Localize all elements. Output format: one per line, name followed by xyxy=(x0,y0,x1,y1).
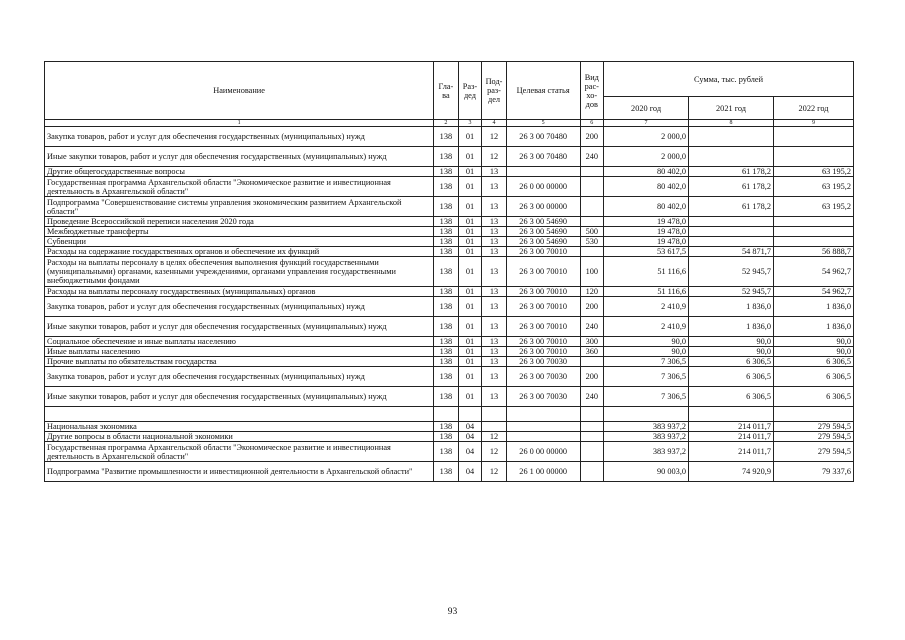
row-amount-2021: 61 178,2 xyxy=(689,167,774,177)
row-name: Закупка товаров, работ и услуг для обеспечения государственных (муниципальных) нужд xyxy=(45,367,434,387)
row-podrazdel: 13 xyxy=(482,227,507,237)
row-vid xyxy=(580,407,604,422)
row-glava: 138 xyxy=(434,297,459,317)
row-vid: 240 xyxy=(580,147,604,167)
row-razdel: 01 xyxy=(458,177,482,197)
table-row xyxy=(45,257,854,287)
row-vid xyxy=(580,432,604,442)
row-podrazdel: 13 xyxy=(482,257,507,287)
table-row xyxy=(45,287,854,297)
row-podrazdel: 13 xyxy=(482,297,507,317)
row-amount-2022: 54 962,7 xyxy=(774,287,854,297)
row-amount-2020: 7 306,5 xyxy=(604,387,689,407)
row-statya: 26 3 00 70010 xyxy=(506,317,580,337)
row-name: Межбюджетные трансферты xyxy=(45,227,434,237)
row-name: Субвенции xyxy=(45,237,434,247)
table-row xyxy=(45,147,854,167)
row-glava: 138 xyxy=(434,177,459,197)
row-amount-2021: 214 011,7 xyxy=(689,422,774,432)
table-row xyxy=(45,167,854,177)
row-amount-2021: 52 945,7 xyxy=(689,257,774,287)
table-row xyxy=(45,227,854,237)
budget-table xyxy=(44,61,854,482)
row-podrazdel: 13 xyxy=(482,357,507,367)
row-statya: 26 3 00 54690 xyxy=(506,227,580,237)
row-podrazdel: 13 xyxy=(482,317,507,337)
row-statya: 26 3 00 00000 xyxy=(506,197,580,217)
col-header-2022: 2022 год xyxy=(774,97,854,120)
row-statya: 26 3 00 70030 xyxy=(506,367,580,387)
row-statya xyxy=(506,432,580,442)
row-name: Иные закупки товаров, работ и услуг для обеспечения государственных (муниципальных) нужд xyxy=(45,387,434,407)
col-number: 1 xyxy=(45,120,434,127)
row-podrazdel: 13 xyxy=(482,387,507,407)
row-statya: 26 3 00 70010 xyxy=(506,337,580,347)
row-vid xyxy=(580,197,604,217)
row-vid xyxy=(580,167,604,177)
row-amount-2021 xyxy=(689,217,774,227)
row-amount-2021 xyxy=(689,127,774,147)
row-vid xyxy=(580,217,604,227)
row-amount-2022: 90,0 xyxy=(774,337,854,347)
row-amount-2021: 6 306,5 xyxy=(689,387,774,407)
table-row xyxy=(45,177,854,197)
row-vid xyxy=(580,177,604,197)
row-statya xyxy=(506,407,580,422)
col-header-podrazdel: Под-раз-дел xyxy=(482,62,507,120)
row-amount-2020: 2 000,0 xyxy=(604,127,689,147)
row-amount-2020: 383 937,2 xyxy=(604,442,689,462)
row-name: Закупка товаров, работ и услуг для обеспечения государственных (муниципальных) нужд xyxy=(45,127,434,147)
row-amount-2020: 80 402,0 xyxy=(604,197,689,217)
row-amount-2022 xyxy=(774,217,854,227)
row-name xyxy=(45,407,434,422)
table-row xyxy=(45,442,854,462)
row-vid: 100 xyxy=(580,257,604,287)
row-name: Закупка товаров, работ и услуг для обеспечения государственных (муниципальных) нужд xyxy=(45,297,434,317)
row-amount-2020: 7 306,5 xyxy=(604,357,689,367)
row-vid xyxy=(580,442,604,462)
row-glava: 138 xyxy=(434,432,459,442)
row-razdel: 01 xyxy=(458,227,482,237)
row-amount-2022: 279 594,5 xyxy=(774,432,854,442)
table-row xyxy=(45,197,854,217)
row-razdel: 01 xyxy=(458,357,482,367)
col-header-2020: 2020 год xyxy=(604,97,689,120)
row-amount-2022 xyxy=(774,147,854,167)
col-number: 6 xyxy=(580,120,604,127)
row-razdel: 01 xyxy=(458,127,482,147)
row-amount-2020: 90,0 xyxy=(604,347,689,357)
row-glava: 138 xyxy=(434,167,459,177)
row-name: Расходы на содержание государственных органов и обеспечение их функций xyxy=(45,247,434,257)
row-amount-2021: 214 011,7 xyxy=(689,432,774,442)
table-row xyxy=(45,347,854,357)
row-amount-2021: 90,0 xyxy=(689,347,774,357)
row-podrazdel: 13 xyxy=(482,337,507,347)
col-number: 2 xyxy=(434,120,459,127)
row-glava: 138 xyxy=(434,287,459,297)
table-row xyxy=(45,432,854,442)
row-name: Иные закупки товаров, работ и услуг для обеспечения государственных (муниципальных) нужд xyxy=(45,317,434,337)
row-amount-2020: 383 937,2 xyxy=(604,422,689,432)
row-amount-2021 xyxy=(689,147,774,167)
col-header-razdel: Раз-дед xyxy=(458,62,482,120)
row-razdel: 01 xyxy=(458,337,482,347)
row-glava: 138 xyxy=(434,217,459,227)
table-row xyxy=(45,387,854,407)
row-glava: 138 xyxy=(434,367,459,387)
row-name: Другие общегосударственные вопросы xyxy=(45,167,434,177)
row-name: Расходы на выплаты персоналу в целях обеспечения выполнения функций государственными (муниципальными) органами, казенными учреждениями, органами управления государственными внебюджетными фондами xyxy=(45,257,434,287)
row-amount-2020: 7 306,5 xyxy=(604,367,689,387)
row-razdel: 01 xyxy=(458,297,482,317)
row-amount-2021: 74 920,9 xyxy=(689,462,774,482)
row-glava: 138 xyxy=(434,337,459,347)
row-razdel: 01 xyxy=(458,367,482,387)
row-amount-2022: 1 836,0 xyxy=(774,297,854,317)
row-amount-2022: 279 594,5 xyxy=(774,422,854,432)
row-podrazdel: 13 xyxy=(482,197,507,217)
row-name: Иные выплаты населению xyxy=(45,347,434,357)
row-amount-2022 xyxy=(774,127,854,147)
page-number: 93 xyxy=(447,607,458,617)
col-header-glava: Гла-ва xyxy=(434,62,459,120)
row-vid: 530 xyxy=(580,237,604,247)
row-name: Подпрограмма "Совершенствование системы управления экономическим развитием Архангельской области" xyxy=(45,197,434,217)
row-razdel: 01 xyxy=(458,317,482,337)
table-row xyxy=(45,357,854,367)
row-amount-2020: 2 410,9 xyxy=(604,317,689,337)
row-statya xyxy=(506,167,580,177)
row-name: Другие вопросы в области национальной экономики xyxy=(45,432,434,442)
row-amount-2020: 90 003,0 xyxy=(604,462,689,482)
row-vid: 120 xyxy=(580,287,604,297)
row-razdel: 01 xyxy=(458,167,482,177)
row-vid xyxy=(580,462,604,482)
row-amount-2022: 6 306,5 xyxy=(774,367,854,387)
row-statya: 26 3 00 70010 xyxy=(506,347,580,357)
table-row xyxy=(45,317,854,337)
row-statya: 26 3 00 70480 xyxy=(506,147,580,167)
row-glava: 138 xyxy=(434,197,459,217)
table-row xyxy=(45,407,854,422)
row-amount-2021 xyxy=(689,237,774,247)
row-razdel: 04 xyxy=(458,462,482,482)
row-amount-2022 xyxy=(774,237,854,247)
row-glava: 138 xyxy=(434,247,459,257)
row-amount-2020: 53 617,5 xyxy=(604,247,689,257)
row-podrazdel: 13 xyxy=(482,347,507,357)
row-vid xyxy=(580,422,604,432)
row-amount-2022: 63 195,2 xyxy=(774,197,854,217)
row-razdel: 01 xyxy=(458,257,482,287)
table-row xyxy=(45,462,854,482)
row-podrazdel: 12 xyxy=(482,442,507,462)
row-name: Прочие выплаты по обязательствам государства xyxy=(45,357,434,367)
row-vid: 200 xyxy=(580,367,604,387)
row-glava: 138 xyxy=(434,347,459,357)
row-amount-2022: 63 195,2 xyxy=(774,177,854,197)
row-amount-2021 xyxy=(689,407,774,422)
table-row xyxy=(45,217,854,227)
col-header-statya: Целевая статья xyxy=(506,62,580,120)
row-amount-2021 xyxy=(689,227,774,237)
row-razdel: 01 xyxy=(458,197,482,217)
row-glava: 138 xyxy=(434,257,459,287)
row-razdel: 01 xyxy=(458,217,482,227)
row-amount-2022: 90,0 xyxy=(774,347,854,357)
row-razdel: 04 xyxy=(458,442,482,462)
row-name: Иные закупки товаров, работ и услуг для обеспечения государственных (муниципальных) нужд xyxy=(45,147,434,167)
row-glava: 138 xyxy=(434,127,459,147)
row-amount-2020: 80 402,0 xyxy=(604,167,689,177)
row-vid: 300 xyxy=(580,337,604,347)
row-amount-2022: 279 594,5 xyxy=(774,442,854,462)
row-podrazdel: 12 xyxy=(482,462,507,482)
row-podrazdel xyxy=(482,407,507,422)
row-amount-2021: 61 178,2 xyxy=(689,177,774,197)
row-podrazdel: 13 xyxy=(482,217,507,227)
row-name: Социальное обеспечение и иные выплаты населению xyxy=(45,337,434,347)
row-amount-2020: 90,0 xyxy=(604,337,689,347)
row-amount-2020: 51 116,6 xyxy=(604,257,689,287)
row-razdel: 01 xyxy=(458,347,482,357)
row-amount-2022: 1 836,0 xyxy=(774,317,854,337)
row-glava: 138 xyxy=(434,237,459,247)
row-statya xyxy=(506,422,580,432)
row-amount-2021: 52 945,7 xyxy=(689,287,774,297)
row-podrazdel: 12 xyxy=(482,432,507,442)
row-podrazdel: 13 xyxy=(482,287,507,297)
row-amount-2021: 54 871,7 xyxy=(689,247,774,257)
col-number: 9 xyxy=(774,120,854,127)
row-podrazdel: 13 xyxy=(482,177,507,197)
row-podrazdel: 13 xyxy=(482,237,507,247)
row-statya: 26 3 00 70480 xyxy=(506,127,580,147)
col-number: 8 xyxy=(689,120,774,127)
col-header-vid: Вид рас-хо-дов xyxy=(580,62,604,120)
row-amount-2021: 1 836,0 xyxy=(689,297,774,317)
row-amount-2020: 2 410,9 xyxy=(604,297,689,317)
row-podrazdel xyxy=(482,422,507,432)
row-amount-2020: 19 478,0 xyxy=(604,217,689,227)
row-podrazdel: 12 xyxy=(482,127,507,147)
row-amount-2022: 79 337,6 xyxy=(774,462,854,482)
row-vid: 200 xyxy=(580,297,604,317)
row-glava: 138 xyxy=(434,442,459,462)
row-razdel: 04 xyxy=(458,422,482,432)
table-row xyxy=(45,367,854,387)
col-number: 5 xyxy=(506,120,580,127)
row-amount-2021: 90,0 xyxy=(689,337,774,347)
row-vid xyxy=(580,357,604,367)
row-glava: 138 xyxy=(434,147,459,167)
row-vid: 240 xyxy=(580,317,604,337)
row-podrazdel: 13 xyxy=(482,167,507,177)
row-glava xyxy=(434,407,459,422)
row-statya: 26 0 00 00000 xyxy=(506,177,580,197)
row-razdel: 01 xyxy=(458,237,482,247)
row-amount-2020: 383 937,2 xyxy=(604,432,689,442)
table-row xyxy=(45,422,854,432)
row-amount-2021: 214 011,7 xyxy=(689,442,774,462)
row-amount-2022: 56 888,7 xyxy=(774,247,854,257)
row-amount-2022: 63 195,2 xyxy=(774,167,854,177)
row-statya: 26 3 00 70010 xyxy=(506,257,580,287)
row-amount-2022: 6 306,5 xyxy=(774,387,854,407)
row-amount-2021: 6 306,5 xyxy=(689,367,774,387)
row-razdel: 04 xyxy=(458,432,482,442)
row-vid xyxy=(580,247,604,257)
col-number: 7 xyxy=(604,120,689,127)
row-amount-2020 xyxy=(604,407,689,422)
row-name: Подпрограмма "Развитие промышленности и инвестиционной деятельности в Архангельской области" xyxy=(45,462,434,482)
row-amount-2022: 6 306,5 xyxy=(774,357,854,367)
table-row xyxy=(45,127,854,147)
row-amount-2020: 51 116,6 xyxy=(604,287,689,297)
row-vid: 240 xyxy=(580,387,604,407)
row-vid: 360 xyxy=(580,347,604,357)
row-name: Расходы на выплаты персоналу государственных (муниципальных) органов xyxy=(45,287,434,297)
row-podrazdel: 13 xyxy=(482,367,507,387)
row-amount-2020: 19 478,0 xyxy=(604,237,689,247)
row-amount-2021: 6 306,5 xyxy=(689,357,774,367)
row-razdel xyxy=(458,407,482,422)
row-statya: 26 3 00 70010 xyxy=(506,287,580,297)
row-statya: 26 3 00 54690 xyxy=(506,237,580,247)
row-statya: 26 3 00 70010 xyxy=(506,297,580,317)
col-number: 3 xyxy=(458,120,482,127)
row-glava: 138 xyxy=(434,357,459,367)
row-statya: 26 3 00 70010 xyxy=(506,247,580,257)
row-name: Государственная программа Архангельской области "Экономическое развитие и инвестиционная деятельность в Архангельской области" xyxy=(45,177,434,197)
row-statya: 26 3 00 70030 xyxy=(506,387,580,407)
col-header-name: Наименование xyxy=(45,62,434,120)
row-vid: 500 xyxy=(580,227,604,237)
row-glava: 138 xyxy=(434,227,459,237)
table-row xyxy=(45,297,854,317)
row-razdel: 01 xyxy=(458,287,482,297)
row-amount-2022 xyxy=(774,227,854,237)
row-amount-2021: 61 178,2 xyxy=(689,197,774,217)
row-vid: 200 xyxy=(580,127,604,147)
table-row xyxy=(45,247,854,257)
table-row xyxy=(45,337,854,347)
row-name: Государственная программа Архангельской области "Экономическое развитие и инвестиционная деятельность в Архангельской области" xyxy=(45,442,434,462)
column-number-row xyxy=(45,120,854,127)
col-header-sum: Сумма, тыс. рублей xyxy=(604,62,854,97)
row-razdel: 01 xyxy=(458,387,482,407)
row-amount-2020: 2 000,0 xyxy=(604,147,689,167)
row-amount-2021: 1 836,0 xyxy=(689,317,774,337)
row-amount-2022 xyxy=(774,407,854,422)
table-body xyxy=(45,127,854,482)
row-name: Национальная экономика xyxy=(45,422,434,432)
row-amount-2020: 80 402,0 xyxy=(604,177,689,197)
row-statya: 26 3 00 54690 xyxy=(506,217,580,227)
row-amount-2022: 54 962,7 xyxy=(774,257,854,287)
row-statya: 26 3 00 70030 xyxy=(506,357,580,367)
row-podrazdel: 13 xyxy=(482,247,507,257)
row-statya: 26 1 00 00000 xyxy=(506,462,580,482)
row-podrazdel: 12 xyxy=(482,147,507,167)
row-statya: 26 0 00 00000 xyxy=(506,442,580,462)
row-glava: 138 xyxy=(434,422,459,432)
row-name: Проведение Всероссийской переписи населения 2020 года xyxy=(45,217,434,227)
table-row xyxy=(45,237,854,247)
row-glava: 138 xyxy=(434,462,459,482)
row-glava: 138 xyxy=(434,387,459,407)
col-number: 4 xyxy=(482,120,507,127)
row-razdel: 01 xyxy=(458,147,482,167)
row-razdel: 01 xyxy=(458,247,482,257)
col-header-2021: 2021 год xyxy=(689,97,774,120)
row-glava: 138 xyxy=(434,317,459,337)
row-amount-2020: 19 478,0 xyxy=(604,227,689,237)
